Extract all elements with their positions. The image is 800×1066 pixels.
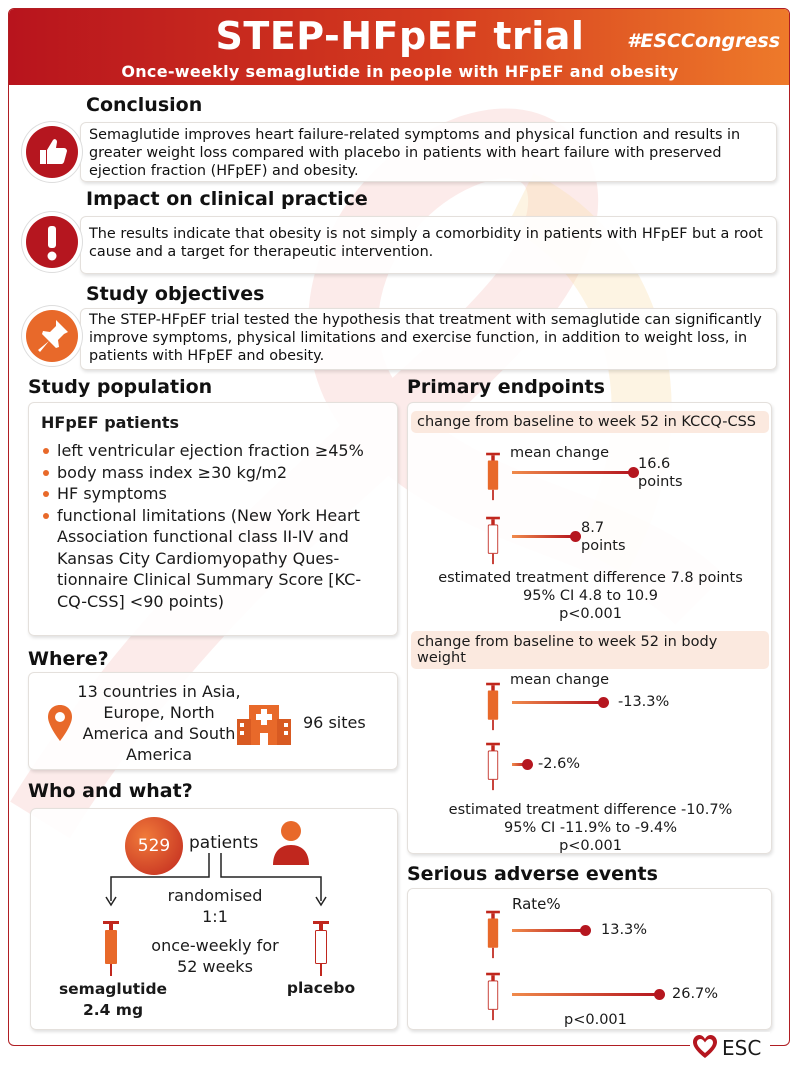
syringe-empty-icon xyxy=(481,741,505,791)
page-title: STEP-HFpEF trial xyxy=(215,14,585,58)
syringe-empty-icon xyxy=(309,919,333,977)
sae-heading: Serious adverse events xyxy=(407,863,658,885)
sae-placebo-value: 26.7% xyxy=(672,986,719,1002)
impact-box xyxy=(80,216,777,274)
syringe-empty-icon xyxy=(481,515,505,565)
where-box xyxy=(28,672,398,770)
randomised-text: randomised 1:1 xyxy=(167,886,263,926)
hashtag: #ESCCongress xyxy=(627,30,780,52)
sae-box xyxy=(407,888,772,1030)
sites-text: 96 sites xyxy=(303,713,366,732)
sae-rate-label: Rate% xyxy=(512,895,561,913)
list-item: functional limitations (New York Heart Association functional class II-IV and Kansas City Cardiomyopathy Ques-tionnaire Clinical Summary Score [KC-CQ-CSS] <90 points) xyxy=(41,505,385,613)
impact-heading: Impact on clinical practice xyxy=(86,188,368,210)
list-item: HF symptoms xyxy=(41,483,385,505)
conclusion-heading: Conclusion xyxy=(86,94,203,116)
weight-title: change from baseline to week 52 in body weight xyxy=(411,631,769,669)
weight-placebo-dot xyxy=(522,759,533,770)
list-item: body mass index ≥30 kg/m2 xyxy=(41,462,385,484)
conclusion-box xyxy=(80,122,777,182)
sae-placebo-bar xyxy=(512,993,658,996)
syringe-empty-icon xyxy=(481,971,505,1021)
patients-label: patients xyxy=(189,833,259,853)
sae-sema-value: 13.3% xyxy=(601,922,648,938)
who-heading: Who and what? xyxy=(28,780,193,802)
weight-ci: 95% CI -11.9% to -9.4% xyxy=(504,820,677,836)
where-heading: Where? xyxy=(28,648,109,670)
list-item: left ventricular ejection fraction ≥45% xyxy=(41,440,385,462)
objectives-text: The STEP-HFpEF trial tested the hypothesis that treatment with semaglutide can significantly improve symptoms, physical limitations and exercise function, in addition to weight loss, in patients with HFpEF and obesity. xyxy=(89,312,762,364)
pushpin-icon xyxy=(26,310,78,362)
weight-placebo-value: -2.6% xyxy=(538,756,581,772)
population-box xyxy=(28,402,398,636)
arm-semaglutide-label: semaglutide 2.4 mg xyxy=(58,980,168,1019)
syringe-filled-icon xyxy=(99,919,123,977)
arm-placebo-label: placebo xyxy=(286,979,356,997)
population-list xyxy=(41,440,385,612)
kccq-diff: estimated treatment difference 7.8 points xyxy=(438,570,743,586)
population-subheading: HFpEF patients xyxy=(41,413,179,432)
weight-mean-label: mean change xyxy=(510,672,610,688)
weight-sema-dot xyxy=(598,697,609,708)
esc-logo-text: ESC xyxy=(722,1036,762,1060)
conclusion-text: Semaglutide improves heart failure-related symptoms and physical function and results in greater weight loss compared with placebo in patients with heart failure with preserved ejection fraction (HFpEF) and obesity. xyxy=(89,127,741,179)
sae-placebo-dot xyxy=(654,989,665,1000)
kccq-title: change from baseline to week 52 in KCCQ-CSS xyxy=(411,411,769,433)
weight-diff: estimated treatment difference -10.7% xyxy=(448,802,733,818)
kccq-ci: 95% CI 4.8 to 10.9 xyxy=(523,588,658,604)
objectives-box xyxy=(80,308,777,370)
weight-p: p<0.001 xyxy=(559,838,622,854)
schedule-text: once-weekly for 52 weeks xyxy=(151,936,279,976)
endpoints-box xyxy=(407,402,772,854)
sae-sema-dot xyxy=(580,925,591,936)
weight-sema-value: -13.3% xyxy=(618,694,670,710)
population-heading: Study population xyxy=(28,376,213,398)
esc-logo xyxy=(690,1032,770,1062)
syringe-filled-icon xyxy=(481,681,505,731)
sae-sema-bar xyxy=(512,929,584,932)
kccq-placebo-dot xyxy=(570,531,581,542)
heart-logo-icon xyxy=(692,1034,718,1060)
patient-count-badge: 529 xyxy=(125,817,183,875)
page-subtitle: Once-weekly semaglutide in people with HFpEF and obesity xyxy=(121,62,679,81)
endpoints-heading: Primary endpoints xyxy=(407,376,605,398)
hospital-icon xyxy=(235,701,293,745)
thumbs-up-icon xyxy=(26,126,78,178)
kccq-sema-bar xyxy=(512,471,632,474)
kccq-mean-label: mean change xyxy=(510,445,610,461)
kccq-placebo-value: 8.7 points xyxy=(581,520,626,554)
syringe-filled-icon xyxy=(481,909,505,959)
who-box xyxy=(30,808,398,1030)
weight-sema-bar xyxy=(512,701,602,704)
exclamation-icon xyxy=(26,216,78,268)
kccq-p: p<0.001 xyxy=(559,606,622,622)
countries-text: 13 countries in Asia, Europe, North America and South America xyxy=(77,682,241,764)
objectives-heading: Study objectives xyxy=(86,283,265,305)
impact-text: The results indicate that obesity is not simply a comorbidity in patients with HFpEF but a root cause and a target for therapeutic intervention. xyxy=(89,226,763,260)
kccq-sema-value: 16.6 points xyxy=(638,456,683,490)
syringe-filled-icon xyxy=(481,451,505,501)
kccq-placebo-bar xyxy=(512,535,574,538)
sae-p: p<0.001 xyxy=(564,1012,627,1028)
